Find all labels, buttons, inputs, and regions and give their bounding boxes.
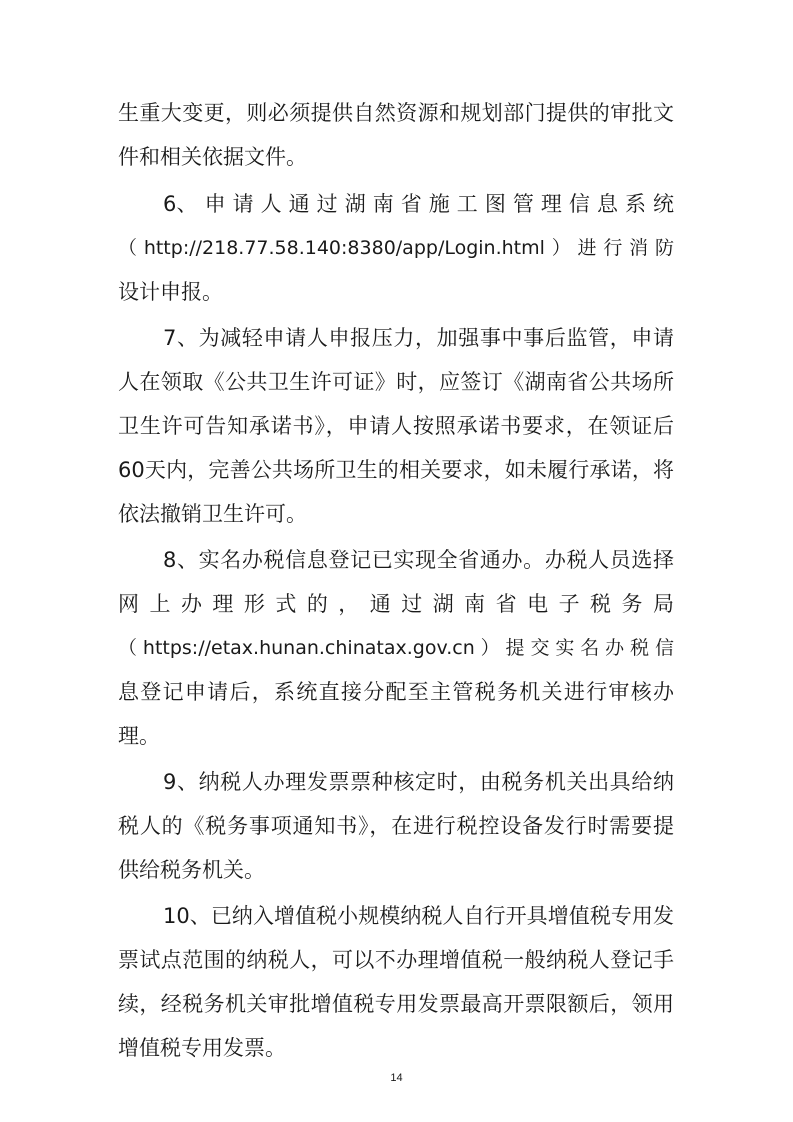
paragraph-line: 税人的《税务事项通知书》，在进行税控设备发行时需要提 — [118, 814, 674, 838]
paragraph-line: （http://218.77.58.140:8380/app/Login.html）进行消防 — [118, 237, 674, 259]
paragraph-line: 设计申报。 — [118, 280, 223, 304]
paragraph-line: 网 上 办 理 形 式 的 ， 通 过 湖 南 省 电 子 税 务 局 — [118, 592, 674, 616]
paragraph-line: 人在领取《公共卫生许可证》时，应签订《湖南省公共场所 — [118, 370, 674, 394]
paragraph-line: 7、为减轻申请人申报压力，加强事中事后监管，申请 — [163, 326, 674, 350]
page-number: 14 — [390, 1072, 403, 1084]
paragraph-line: 卫生许可告知承诺书》，申请人按照承诺书要求，在领证后 — [118, 414, 674, 438]
paragraph-line: 供给税务机关。 — [118, 858, 265, 882]
paragraph-line: （https://etax.hunan.chinatax.gov.cn）提交实名办税信 — [118, 637, 674, 659]
paragraph-line: 9、纳税人办理发票票种核定时，由税务机关出具给纳 — [163, 770, 674, 794]
paragraph-line: 理。 — [118, 724, 160, 748]
paragraph-line: 续，经税务机关审批增值税专用发票最高开票限额后，领用 — [118, 992, 674, 1016]
paragraph-line: 6、 申 请 人 通 过 湖 南 省 施 工 图 管 理 信 息 系 统 — [163, 192, 674, 216]
paragraph-line: 依法撤销卫生许可。 — [118, 502, 307, 526]
paragraph-line: 息登记申请后，系统直接分配至主管税务机关进行审核办 — [118, 680, 674, 704]
paragraph-line: 8、实名办税信息登记已实现全省通办。办税人员选择 — [163, 548, 674, 572]
paragraph-line: 增值税专用发票。 — [118, 1036, 286, 1060]
paragraph-line: 10、已纳入增值税小规模纳税人自行开具增值税专用发 — [163, 904, 674, 928]
paragraph-line: 生重大变更，则必须提供自然资源和规划部门提供的审批文 — [118, 101, 674, 125]
paragraph-line: 票试点范围的纳税人，可以不办理增值税一般纳税人登记手 — [118, 948, 674, 972]
paragraph-line: 60天内，完善公共场所卫生的相关要求，如未履行承诺，将 — [118, 458, 674, 482]
paragraph-line: 件和相关依据文件。 — [118, 145, 307, 169]
